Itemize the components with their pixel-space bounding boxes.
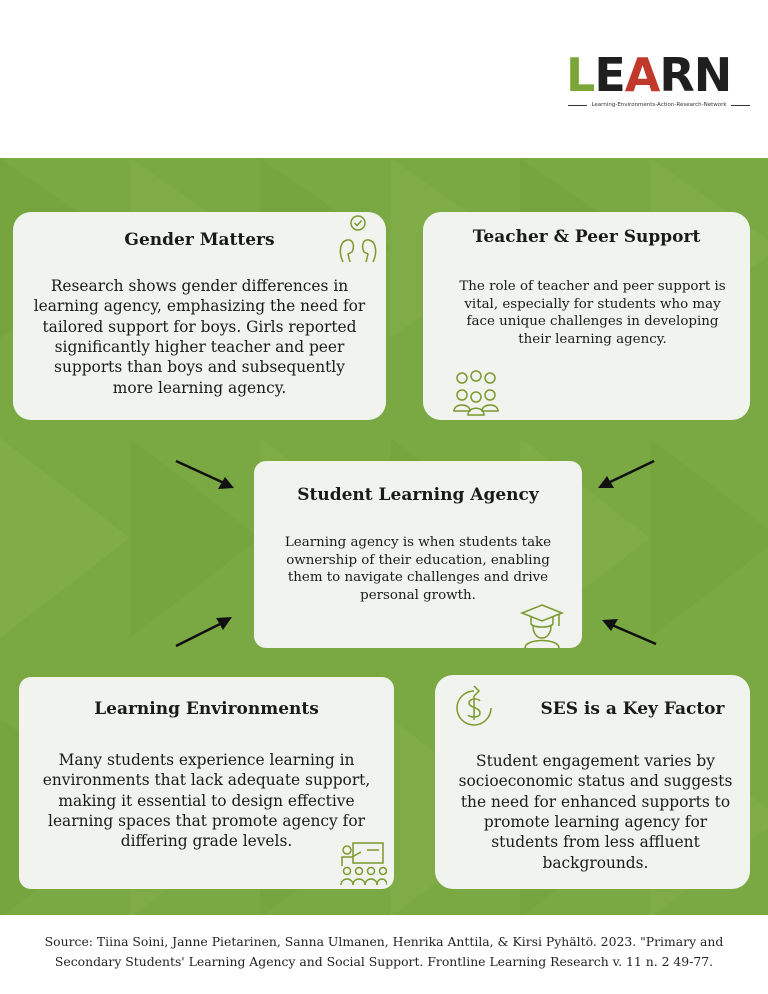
logo-rule-right — [731, 105, 750, 106]
card-title: Learning Environments — [94, 699, 319, 719]
card-title: SES is a Key Factor — [540, 699, 725, 719]
logo-tagline-row — [568, 102, 750, 108]
card-title: Student Learning Agency — [297, 485, 539, 505]
logo-letter-a: A — [624, 48, 660, 102]
source-citation: Source: Tiina Soini, Janne Pietarinen, Sanna Ulmanen, Henrika Anttila, & Kirsi Pyhältö. 2023. "Primary and Secondary Students' Learning Agency and Social Support. Frontline Learning Research v. 11 n. 2 49-77. — [44, 934, 724, 969]
card-body: Student engagement varies by socioeconomic status and suggests the need for enhanced supports to promote learning agency for students from less affluent backgrounds. — [458, 752, 733, 872]
card-student-learning-agency — [254, 461, 582, 648]
people-check-icon — [335, 214, 381, 266]
card-body: Research shows gender differences in learning agency, emphasizing the need for tailored support for boys. Girls reported significantly higher teacher and peer supports than boys and subsequently more learning agency. — [33, 277, 366, 397]
logo-letter-e: E — [594, 48, 625, 102]
learn-logo — [566, 48, 750, 114]
card-title: Teacher & Peer Support — [472, 227, 701, 247]
arrow-from-gender — [170, 455, 240, 495]
dollar-cycle-icon — [451, 685, 497, 731]
card-gender-matters — [13, 212, 386, 420]
card-ses-key-factor — [435, 675, 750, 889]
logo-letter-l: L — [566, 48, 595, 102]
logo-wordmark — [566, 48, 732, 102]
logo-letter-n: N — [693, 48, 732, 102]
graduate-icon — [519, 602, 565, 648]
group-icon — [450, 369, 502, 419]
classroom-icon — [339, 840, 387, 886]
arrow-from-teacher — [592, 455, 662, 495]
card-learning-environments — [19, 677, 394, 889]
logo-tagline: Learning-Environments-Action-Research-Network — [591, 102, 727, 108]
card-body: Many students experience learning in environments that lack adequate support, making it essential to design effective learning spaces that promote agency for differing grade levels. — [42, 751, 371, 851]
card-title: Gender Matters — [124, 230, 275, 250]
card-body: Learning agency is when students take ownership of their education, enabling them to navigate challenges and drive personal growth. — [284, 535, 552, 604]
card-teacher-peer-support — [423, 212, 750, 420]
arrow-from-environments — [170, 612, 240, 652]
logo-letter-r: R — [659, 48, 694, 102]
arrow-from-ses — [596, 612, 666, 652]
logo-rule-left — [568, 105, 587, 106]
card-body: The role of teacher and peer support is vital, especially for students who may face unique challenges in developing their learning agency. — [459, 279, 726, 348]
